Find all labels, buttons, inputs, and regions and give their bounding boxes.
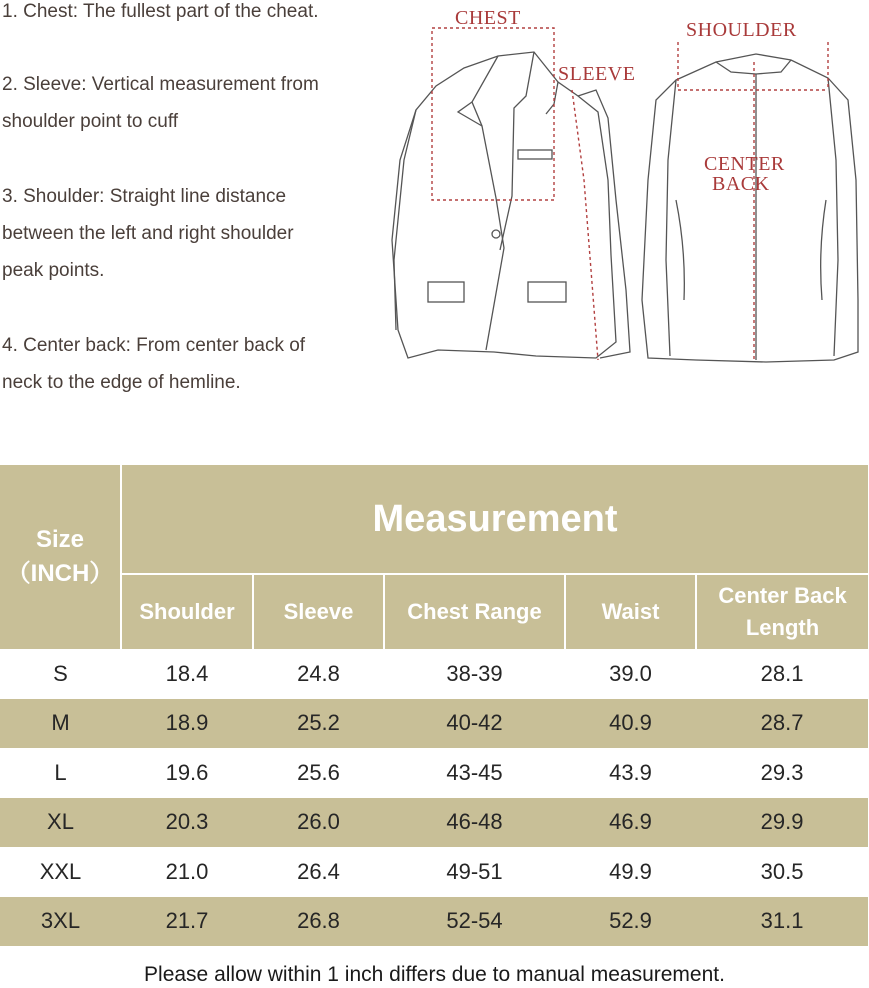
measurement-cell: 19.6	[165, 759, 209, 785]
table-row	[0, 847, 868, 897]
size-header-label: Size	[35, 526, 85, 553]
measurement-cell: 26.0	[253, 798, 384, 848]
front-jacket-outline	[392, 52, 616, 358]
shoulder-guide	[678, 42, 828, 90]
note-line: 2. Sleeve: Vertical measurement from	[2, 74, 319, 95]
measurement-cell: 49-51	[446, 858, 503, 884]
measurement-cell: 43.9	[609, 759, 652, 785]
measurement-cell: 40-42	[384, 699, 565, 749]
column-header-sleeve: Sleeve	[253, 574, 384, 649]
note-sleeve	[2, 66, 319, 140]
back-label: BACK	[712, 173, 770, 195]
size-cell: XXL	[39, 858, 82, 884]
table-row	[0, 649, 868, 699]
measurement-cell: 30.5	[760, 858, 804, 884]
measurement-cell: 18.4	[165, 660, 209, 686]
measurement-cell: 24.8	[297, 660, 340, 686]
jacket-diagram	[386, 0, 869, 392]
measurement-cell: 49.9	[609, 858, 652, 884]
note-line: between the left and right shoulder	[2, 223, 294, 244]
size-cell: XL	[0, 798, 121, 848]
measurement-cell: 43-45	[446, 759, 503, 785]
column-header-shoulder: Shoulder	[121, 574, 253, 649]
note-line: 3. Shoulder: Straight line distance	[2, 186, 287, 207]
measurement-cell: 18.9	[121, 699, 253, 749]
shoulder-label: SHOULDER	[686, 19, 797, 41]
measurement-cell: 52-54	[384, 897, 565, 947]
table-row	[0, 748, 868, 798]
chest-label: CHEST	[455, 7, 521, 29]
table-row	[0, 897, 868, 947]
measurement-cell: 20.3	[121, 798, 253, 848]
front-sleeve-outline	[578, 90, 630, 358]
column-header-center-back-length: Center Back Length	[696, 574, 868, 649]
note-line: 1. Chest: The fullest part of the cheat.	[2, 1, 319, 22]
size-cell: L	[54, 759, 67, 785]
measurement-cell: 26.8	[253, 897, 384, 947]
size-header	[0, 465, 121, 649]
unit-header-label: （INCH）	[6, 560, 114, 587]
footnote: Please allow within 1 inch differs due to manual measurement.	[144, 963, 725, 986]
size-cell: 3XL	[0, 897, 121, 947]
note-line: peak points.	[2, 260, 105, 281]
column-header-waist: Waist	[565, 574, 696, 649]
note-shoulder	[2, 178, 294, 289]
measurement-cell: 28.7	[696, 699, 868, 749]
note-chest	[2, 0, 319, 30]
size-cell: M	[0, 699, 121, 749]
note-center-back	[2, 327, 305, 401]
measurement-cell: 21.7	[121, 897, 253, 947]
note-line: neck to the edge of hemline.	[2, 372, 241, 393]
measurement-cell: 26.4	[297, 858, 340, 884]
note-line: 4. Center back: From center back of	[2, 335, 306, 356]
column-header-chest-range: Chest Range	[384, 574, 565, 649]
measurement-cell: 25.6	[297, 759, 340, 785]
jacket-illustration	[386, 0, 869, 392]
measurement-cell: 52.9	[565, 897, 696, 947]
measurement-cell: 21.0	[165, 858, 209, 884]
table-row	[0, 699, 868, 749]
measurement-cell: 46.9	[565, 798, 696, 848]
measurement-cell: 29.3	[760, 759, 804, 785]
note-line: shoulder point to cuff	[2, 111, 179, 132]
size-cell: S	[53, 660, 68, 686]
measurement-cell: 25.2	[253, 699, 384, 749]
measurement-header: Measurement	[121, 465, 868, 574]
sleeve-label: SLEEVE	[558, 63, 636, 85]
measurement-cell: 39.0	[609, 660, 652, 686]
sleeve-guide	[572, 90, 598, 360]
measurement-cell: 46-48	[384, 798, 565, 848]
table-row	[0, 798, 868, 848]
measurement-cell: 40.9	[565, 699, 696, 749]
center-label: CENTER	[704, 153, 785, 175]
measurement-cell: 29.9	[696, 798, 868, 848]
size-chart-table	[0, 465, 868, 946]
measurement-cell: 31.1	[696, 897, 868, 947]
measurement-cell: 28.1	[760, 660, 804, 686]
measurement-cell: 38-39	[446, 660, 503, 686]
